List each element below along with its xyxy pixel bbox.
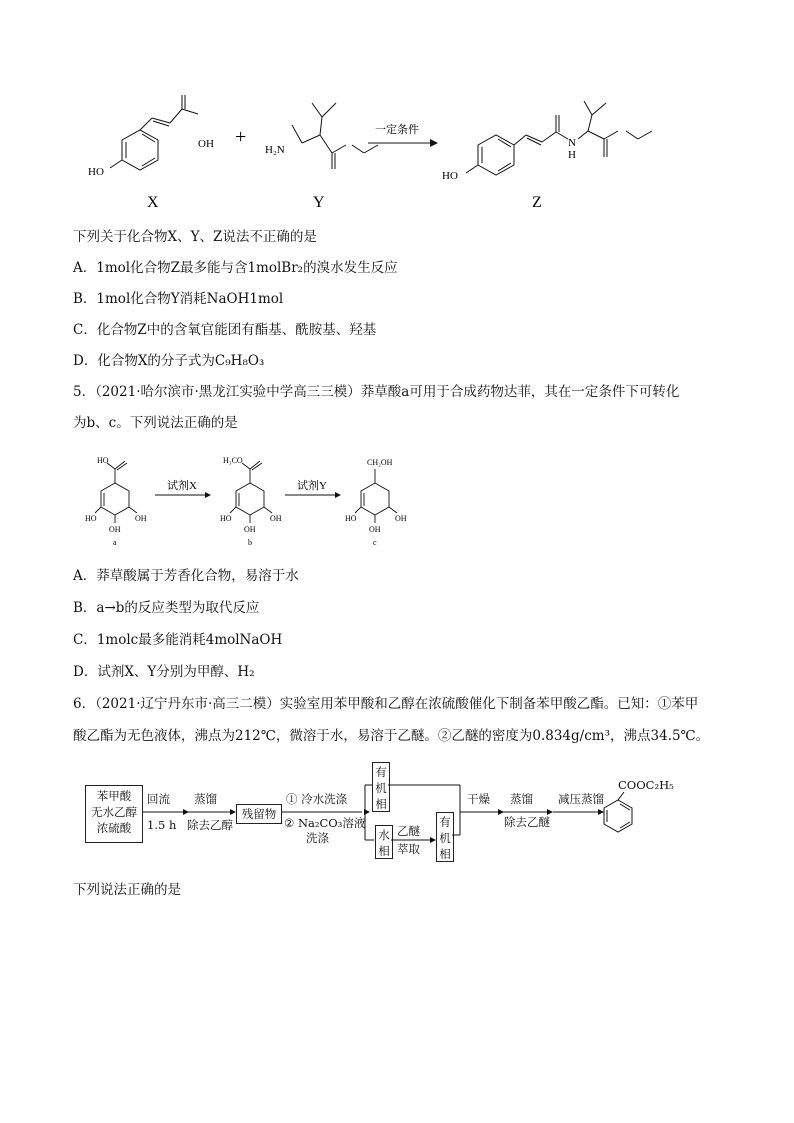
z-h-label: H [568,149,576,161]
b-right-oh: OH [270,514,282,523]
b-left-oh: HO [220,514,232,523]
aqueous-phase-text: 水相 [378,828,390,858]
q4-option-a: A．1mol化合物Z最多能与含1molBr₂的溴水发生反应 [73,260,398,276]
q4-stem: 下列关于化合物X、Y、Z说法不正确的是 [73,229,317,245]
a-mid-oh: OH [109,525,121,534]
q5-stem-line2: 为b、c。下列说法正确的是 [73,415,238,431]
b-mid-oh: OH [244,525,256,534]
reflux-time: 1.5 h [147,818,177,832]
q4-option-d: D．化合物X的分子式为C₉H₈O₃ [73,353,265,369]
c-mid-oh: OH [369,525,381,534]
a-right-oh: OH [135,514,147,523]
dry-label: 干燥 [467,792,490,806]
plus-sign: + [235,126,247,148]
organic-phase-2-text: 有机相 [439,815,451,861]
label-b: b [248,538,252,547]
wash1-label: ① 冷水洗涤 [286,792,348,806]
a-left-oh: HO [85,514,97,523]
reagent-x-label: 试剂X [167,480,197,492]
q5-stem-line1: 5．（2021·哈尔滨市·黑龙江实验中学高三三模）莽草酸a可用于合成药物达菲，其在一定条件下可转化 [73,384,680,400]
wash2-sub: 洗涤 [306,831,329,845]
residue-text: 残留物 [241,807,277,821]
ether-label: 乙醚 [397,824,420,838]
q5-option-a: A．莽草酸属于芳香化合物，易溶于水 [73,568,299,584]
start-item-3: 浓硫酸 [96,821,132,835]
c-top-group: CH₂OH [367,458,393,467]
q6-stem-line2: 酸乙酯为无色液体，沸点为212℃，微溶于水，易溶于乙醚。②乙醚的密度为0.834g/cm³，沸点34.5℃。 [73,728,710,744]
q5-option-c: C．1molc最多能消耗4molNaOH [73,632,283,648]
q5-option-b: B．a→b的反应类型为取代反应 [73,600,260,616]
x-ho-label: HO [88,166,104,178]
q4-option-c: C．化合物Z中的含氧官能团有酯基、酰胺基、羟基 [73,322,377,338]
x-oh-label: OH [198,138,214,150]
distill2-label: 蒸馏 [510,792,533,806]
reaction-condition: 一定条件 [375,124,419,136]
z-n-label: N [568,137,576,149]
b-top-group: H₃CO [223,456,243,465]
reagent-y-label: 试剂Y [297,480,327,492]
label-y: Y [313,194,325,211]
q6-question: 下列说法正确的是 [73,882,181,898]
y-h2n-label: H₂N [265,144,285,156]
distill1-sub: 除去乙醇 [187,818,233,832]
z-ho-label: HO [442,170,458,182]
wash2-label: ② Na₂CO₃溶液 [284,816,366,830]
vacuum-distill-label: 减压蒸馏 [558,792,604,806]
q6-stem-line1: 6．（2021·辽宁丹东市·高三二模）实验室用苯甲酸和乙醇在浓硫酸催化下制备苯甲酸乙酯。已知：①苯甲 [73,696,699,712]
label-a: a [113,538,117,547]
reflux-label: 回流 [147,792,170,806]
start-item-1: 苯甲酸 [96,789,132,803]
extract-label: 萃取 [397,842,420,856]
c-right-oh: OH [395,514,407,523]
label-x: X [147,194,159,211]
label-z: Z [532,194,542,211]
product-formula: COOC₂H₅ [618,778,674,792]
c-left-oh: HO [345,514,357,523]
label-c: c [373,538,377,547]
organic-phase-text: 有机相 [375,765,387,811]
distill1-label: 蒸馏 [194,792,217,806]
q5-option-d: D．试剂X、Y分别为甲醇、H₂ [73,664,255,680]
a-top-group: HO [97,456,109,465]
start-item-2: 无水乙醇 [91,805,137,819]
q4-option-b: B．1mol化合物Y消耗NaOH1mol [73,291,284,307]
distill2-sub: 除去乙醚 [504,815,550,829]
